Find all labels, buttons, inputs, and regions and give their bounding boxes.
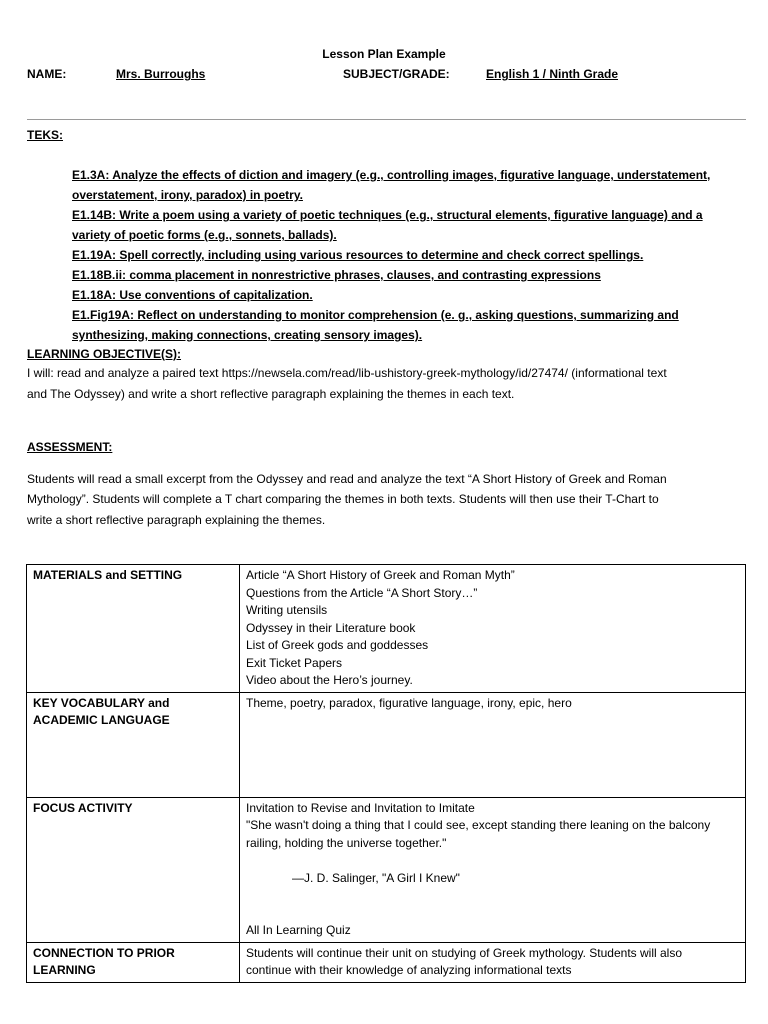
objective-line: and The Odyssey) and write a short reflective paragraph explaining the themes in each text. [27, 387, 515, 401]
row-line: Writing utensils [246, 603, 328, 617]
table-row [27, 797, 746, 942]
row-line: Questions from the Article “A Short Story…” [246, 585, 478, 600]
table-row [27, 565, 746, 693]
teks-item: overstatement, irony, paradox) in poetry. [72, 188, 303, 202]
teks-item: E1.18B.ii: comma placement in nonrestrictive phrases, clauses, and contrasting expressions [72, 268, 601, 282]
name-label: NAME: [27, 67, 67, 81]
quote-attribution: —J. D. Salinger, "A Girl I Knew" [292, 870, 460, 885]
row-content [240, 942, 746, 982]
teks-item: E1.14B: Write a poem using a variety of poetic techniques (e.g., structural elements, figurative language) and a [72, 208, 703, 222]
subject-label: SUBJECT/GRADE: [343, 67, 450, 81]
lesson-plan-table [26, 564, 746, 983]
row-label: KEY VOCABULARY and ACADEMIC LANGUAGE [27, 692, 240, 797]
teks-item: E1.3A: Analyze the effects of diction and imagery (e.g., controlling images, figurative language, understatement, [72, 168, 711, 182]
row-line: "She wasn't doing a thing that I could see, except standing there leaning on the balcony [246, 818, 711, 832]
row-line: List of Greek gods and goddesses [246, 638, 429, 652]
row-content [240, 797, 746, 942]
teks-item: variety of poetic forms (e.g., sonnets, ballads). [72, 228, 337, 242]
row-line: Video about the Hero’s journey. [246, 673, 413, 687]
row-label: FOCUS ACTIVITY [27, 797, 240, 942]
teks-item: E1.18A: Use conventions of capitalization. [72, 288, 313, 302]
objective-heading: LEARNING OBJECTIVE(S): [27, 347, 182, 361]
assessment-line: Students will read a small excerpt from the Odyssey and read and analyze the text “A Short History of Greek and Roman [27, 472, 667, 486]
teks-item: E1.19A: Spell correctly, including using various resources to determine and check correct spellings. [72, 248, 644, 262]
row-line [246, 887, 739, 905]
row-line: Exit Ticket Papers [246, 655, 343, 670]
row-line: Theme, poetry, paradox, figurative language, irony, epic, hero [246, 695, 572, 710]
table-row [27, 942, 746, 982]
row-content [240, 565, 746, 693]
row-line: Odyssey in their Literature book [246, 620, 416, 635]
teks-item: E1.Fig19A: Reflect on understanding to monitor comprehension (e. g., asking questions, summarizing and [72, 308, 679, 322]
row-line: Students will continue their unit on studying of Greek mythology. Students will also [246, 945, 683, 960]
teks-heading: TEKS: [27, 128, 63, 142]
subject-value: English 1 / Ninth Grade [486, 67, 619, 81]
objective-line: I will: read and analyze a paired text https://newsela.com/read/lib-ushistory-greek-mythology/id/27474/ (informational text [27, 366, 667, 380]
assessment-line: Mythology”. Students will complete a T chart comparing the themes in both texts. Students will then use their T-Chart to [27, 492, 659, 506]
assessment-heading: ASSESSMENT: [27, 440, 113, 454]
row-line [246, 852, 739, 870]
name-value: Mrs. Burroughs [116, 67, 206, 81]
row-line: Article “A Short History of Greek and Roman Myth” [246, 568, 515, 582]
row-line: Invitation to Revise and Invitation to Imitate [246, 800, 475, 815]
row-line: All In Learning Quiz [246, 923, 351, 937]
row-line [246, 905, 739, 923]
table-row [27, 692, 746, 797]
assessment-line: write a short reflective paragraph explaining the themes. [27, 513, 326, 527]
row-line: railing, holding the universe together." [246, 835, 447, 850]
page-title: Lesson Plan Example [322, 47, 446, 61]
row-content [240, 692, 746, 797]
teks-item: synthesizing, making connections, creating sensory images). [72, 328, 423, 342]
row-label: MATERIALS and SETTING [27, 565, 240, 693]
header-divider [27, 119, 746, 120]
row-line: continue with their knowledge of analyzing informational texts [246, 963, 572, 977]
row-label: CONNECTION TO PRIOR LEARNING [27, 942, 240, 982]
